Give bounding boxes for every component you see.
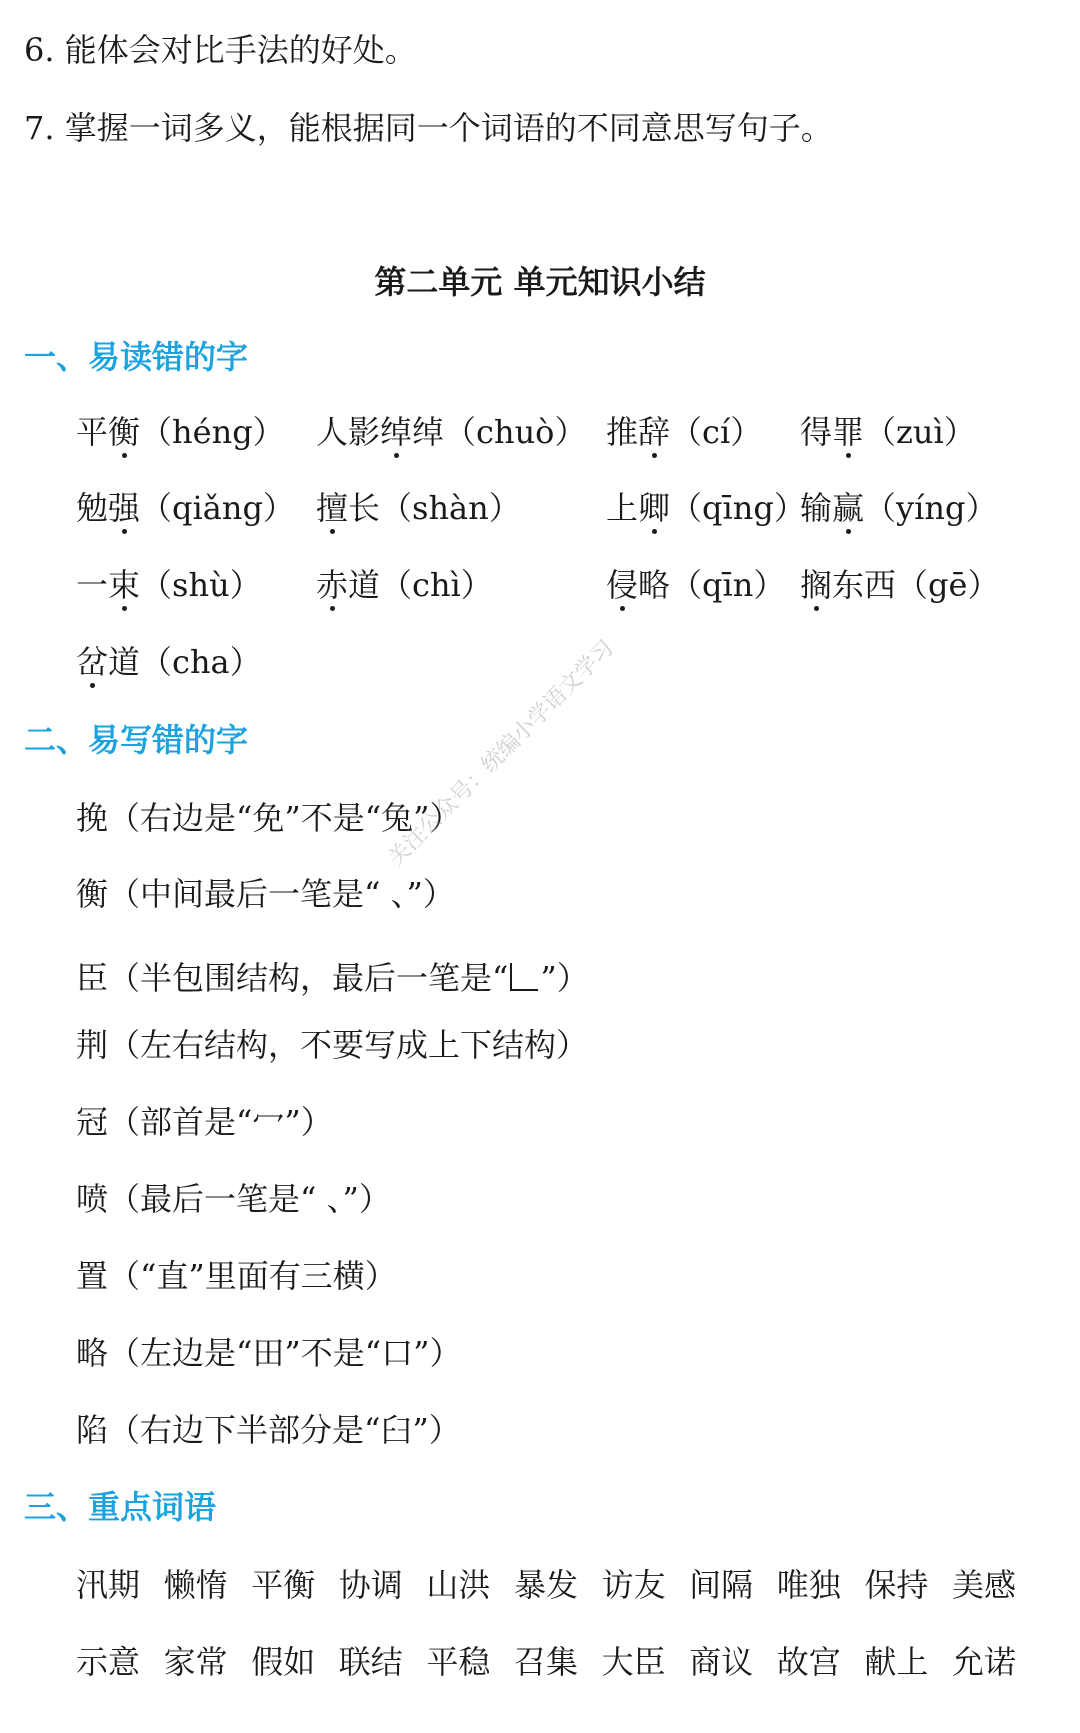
list-item: 挽（右边是“免”不是“兔”） (76, 799, 462, 837)
emphasized-character: 辞 (638, 413, 671, 451)
pinyin-item-suffix: （cí） (670, 413, 763, 451)
key-word: 平衡 (251, 1566, 316, 1604)
pinyin-item-suffix: 东西（gē） (832, 566, 1000, 604)
emphasized-character: 赢 (832, 489, 865, 527)
pinyin-item-suffix: （qiǎng） (140, 489, 295, 527)
section-heading-3: 三、重点词语 (24, 1488, 217, 1526)
pinyin-item (316, 488, 521, 528)
key-word: 献上 (864, 1643, 929, 1681)
pinyin-item (76, 565, 262, 605)
key-word: 大臣 (601, 1643, 666, 1681)
list-item: 陷（右边下半部分是“臼”） (76, 1411, 461, 1449)
pinyin-item (316, 565, 493, 605)
pinyin-item (316, 412, 586, 452)
pinyin-item (800, 412, 976, 452)
list-item (76, 958, 589, 998)
emphasized-character: 强 (108, 489, 141, 527)
pinyin-item-prefix: 人影 (316, 413, 381, 451)
key-word: 平稳 (426, 1643, 491, 1681)
key-word: 家常 (163, 1643, 228, 1681)
pinyin-item-suffix: （yíng） (864, 489, 998, 527)
emphasized-character: 岔 (76, 643, 109, 681)
list-item: 喷（最后一笔是“ 、”） (76, 1180, 391, 1218)
emphasized-character: 卿 (638, 489, 671, 527)
key-word: 暴发 (513, 1566, 578, 1604)
pinyin-item-prefix: 上 (606, 489, 639, 527)
pinyin-item-prefix: 输 (800, 489, 833, 527)
key-word: 商议 (689, 1643, 754, 1681)
list-item-text: 臣（半包围结构，最后一笔是“ (76, 959, 509, 997)
pinyin-item (606, 565, 785, 605)
key-word: 汛期 (76, 1566, 141, 1604)
pinyin-item (800, 565, 999, 605)
key-word: 召集 (513, 1643, 578, 1681)
pinyin-item-suffix: 长（shàn） (348, 489, 521, 527)
pinyin-item (76, 642, 262, 682)
key-word: 协调 (338, 1566, 403, 1604)
pinyin-item-suffix: （zuì） (864, 413, 976, 451)
emphasized-character: 绰 (380, 413, 413, 451)
section-heading-1: 一、易读错的字 (24, 338, 249, 376)
key-word: 保持 (864, 1566, 929, 1604)
pinyin-item-suffix: （qīng） (670, 489, 806, 527)
emphasized-character: 侵 (606, 566, 639, 604)
key-word: 示意 (76, 1643, 141, 1681)
vertical-bend-stroke-icon (510, 963, 538, 991)
key-word: 故宫 (776, 1643, 841, 1681)
pinyin-item (606, 412, 762, 452)
list-item: 置（“直”里面有三横） (76, 1257, 397, 1295)
pinyin-item-suffix: 绰（chuò） (412, 413, 587, 451)
objective-7: 7. 掌握一词多义，能根据同一个词语的不同意思写句子。 (24, 109, 833, 147)
list-item-tail: ”） (540, 959, 589, 997)
key-word: 美感 (951, 1566, 1016, 1604)
pinyin-item-prefix: 一 (76, 566, 109, 604)
section-heading-2: 二、易写错的字 (24, 721, 249, 759)
pinyin-item-prefix: 勉 (76, 489, 109, 527)
key-word: 山洪 (426, 1566, 491, 1604)
key-words-row-1 (76, 1565, 1016, 1605)
emphasized-character: 赤 (316, 566, 349, 604)
list-item: 略（左边是“田”不是“口”） (76, 1334, 462, 1372)
emphasized-character: 衡 (108, 413, 141, 451)
pinyin-item (76, 412, 285, 452)
watermark: 关注公众号：统编小学语文学习 (383, 635, 620, 872)
key-word: 懒惰 (163, 1566, 228, 1604)
key-word: 唯独 (776, 1566, 841, 1604)
pinyin-item-suffix: 道（cha） (108, 643, 262, 681)
emphasized-character: 搁 (800, 566, 833, 604)
emphasized-character: 罪 (832, 413, 865, 451)
pinyin-item-suffix: （héng） (140, 413, 285, 451)
pinyin-item-prefix: 平 (76, 413, 109, 451)
key-word: 假如 (251, 1643, 316, 1681)
pinyin-item-suffix: （shù） (140, 566, 262, 604)
emphasized-character: 擅 (316, 489, 349, 527)
page-title: 第二单元 单元知识小结 (374, 263, 706, 301)
key-word: 访友 (601, 1566, 666, 1604)
key-word: 允诺 (951, 1643, 1016, 1681)
key-words-row-2 (76, 1642, 1016, 1682)
list-item: 冠（部首是“冖”） (76, 1103, 333, 1141)
pinyin-item (76, 488, 295, 528)
objective-6: 6. 能体会对比手法的好处。 (24, 31, 417, 69)
pinyin-item-prefix: 得 (800, 413, 833, 451)
emphasized-character: 束 (108, 566, 141, 604)
pinyin-item-prefix: 推 (606, 413, 639, 451)
pinyin-item (606, 488, 806, 528)
key-word: 间隔 (689, 1566, 754, 1604)
list-item: 衡（中间最后一笔是“ 、”） (76, 875, 455, 913)
list-item: 荆（左右结构，不要写成上下结构） (76, 1026, 589, 1064)
key-word: 联结 (338, 1643, 403, 1681)
pinyin-item-suffix: 道（chì） (348, 566, 493, 604)
pinyin-item-suffix: 略（qīn） (638, 566, 786, 604)
pinyin-item (800, 488, 997, 528)
